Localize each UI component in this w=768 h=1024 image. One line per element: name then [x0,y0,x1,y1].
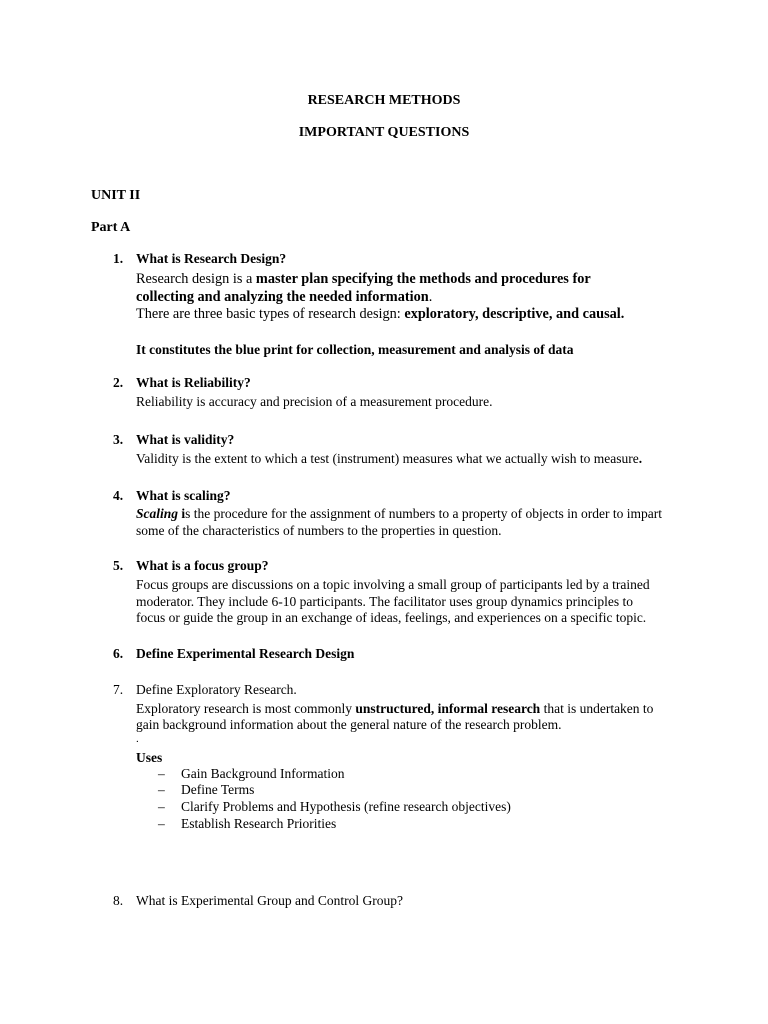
answer-1-line-2-bold: collecting and analyzing the needed information [136,289,429,305]
uses-dash-3: – [158,799,165,814]
document-title: RESEARCH METHODS [307,93,461,108]
answer-7-line-1 [136,701,653,717]
question-2-text: What is Reliability? [136,375,251,390]
document-subtitle: IMPORTANT QUESTIONS [298,125,470,140]
question-7-number: 7. [113,682,124,697]
answer-4-term: Scaling [136,506,179,521]
answer-4-term-tail: i [178,506,186,521]
uses-item-4: Establish Research Priorities [181,816,337,831]
answer-7-line-2: gain background information about the general nature of the research problem. [136,717,562,732]
question-1-number: 1. [113,251,124,266]
question-3-number: 3. [113,432,124,447]
question-6-number: 6. [113,646,124,661]
uses-dash-1: – [158,766,165,781]
question-5-number: 5. [113,558,124,573]
uses-dash-2: – [158,782,165,797]
answer-1-line-1-text: Research design is a [136,271,256,287]
uses-heading: Uses [136,750,163,765]
answer-1-line-3-bold: exploratory, descriptive, and causal. [404,306,625,322]
answer-3-period: . [638,451,643,466]
question-6-text: Define Experimental Research Design [136,646,355,661]
answer-5-line-2: moderator. They include 6-10 participants. The facilitator uses group dynamics principles to [136,594,633,609]
answer-1-line-3 [136,306,624,323]
uses-item-2: Define Terms [181,782,255,797]
answer-4-line-1-text: s the procedure for the assignment of numbers to a property of objects in order to impart [185,506,663,521]
question-8-text: What is Experimental Group and Control Group? [136,893,403,908]
question-4-number: 4. [113,488,124,503]
uses-item-3: Clarify Problems and Hypothesis (refine research objectives) [181,799,511,814]
answer-3 [136,451,642,467]
answer-1-line-1 [136,271,591,288]
uses-dash-4: – [158,816,165,831]
answer-4-line-2: some of the characteristics of numbers to the properties in question. [136,523,502,538]
answer-7-line-1-bold: unstructured, informal research [355,701,541,716]
answer-7-line-1-tail: that is undertaken to [540,701,654,716]
answer-5-line-3: focus or guide the group in an exchange of ideas, feelings, and experiences on a specific topic. [136,610,647,625]
question-5-text: What is a focus group? [136,558,269,573]
answer-1-line-2-text: . [428,289,433,305]
question-3-text: What is validity? [136,432,235,447]
answer-1-line-2 [136,289,432,306]
answer-7-dot: . [136,733,139,745]
part-heading: Part A [91,220,131,235]
answer-3-text: Validity is the extent to which a test (instrument) measures what we actually wish to measure [136,451,639,466]
answer-5-line-1: Focus groups are discussions on a topic involving a small group of participants led by a trained [136,577,650,592]
answer-2: Reliability is accuracy and precision of a measurement procedure. [136,394,493,409]
answer-7-line-1-text: Exploratory research is most commonly [136,701,356,716]
answer-1-line-1-bold: master plan specifying the methods and procedures for [255,271,591,287]
unit-heading: UNIT II [91,188,141,203]
answer-1-line-3-text: There are three basic types of research design: [136,306,405,322]
question-7-text: Define Exploratory Research. [136,682,297,697]
question-1-text: What is Research Design? [136,251,287,266]
question-2-number: 2. [113,375,124,390]
answer-4-line-1 [136,506,662,522]
question-8-number: 8. [113,893,124,908]
question-4-text: What is scaling? [136,488,231,503]
answer-1-blueprint: It constitutes the blue print for collection, measurement and analysis of data [136,342,574,357]
uses-item-1: Gain Background Information [181,766,345,781]
